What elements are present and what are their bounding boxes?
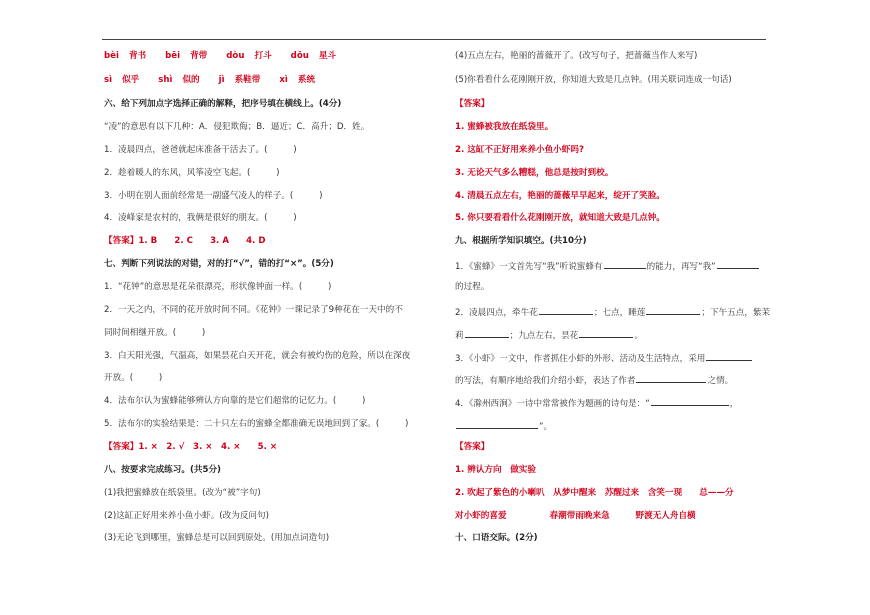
- answer-blank[interactable]: [651, 396, 729, 406]
- word: 星斗: [318, 51, 337, 61]
- section-9-question-4-line-2: [455, 419, 552, 433]
- pinyin: dòu: [226, 51, 245, 61]
- answer-blank[interactable]: [646, 305, 700, 315]
- section-8-answer-5: 5. 你只要看看什么花刚刚开放，就知道大致是几点钟。: [455, 213, 665, 223]
- section-9-answer-label: 【答案】: [455, 442, 490, 452]
- answer-blank[interactable]: [604, 259, 646, 269]
- word: 背书: [128, 51, 147, 61]
- section-9-question-1-line-1: [455, 259, 760, 273]
- section-9-question-3-line-1: [455, 351, 753, 365]
- section-7-question-3-line-1: 3．白天阳光强，气温高，如果昙花白天开花，就会有被灼伤的危险，所以在深夜: [104, 351, 411, 361]
- text: ；下午五点，紫茉: [701, 308, 771, 318]
- section-8-answer-3: 3. 无论天气多么糟糕，他总是按时到校。: [455, 168, 614, 178]
- pinyin: bēi: [165, 51, 181, 61]
- section-9-answer-3: 对小虾的喜爱 春潮带雨晚来急 野渡无人舟自横: [455, 511, 696, 521]
- answer-blank[interactable]: [465, 328, 509, 338]
- text: 3．《小虾》一文中，作者抓住小虾的外形、活动及生活特点，采用: [455, 354, 706, 364]
- answer-blank[interactable]: [717, 259, 759, 269]
- section-8-question-3: (3)无论飞到哪里，蜜蜂总是可以回到原处。(用加点词造句): [104, 533, 330, 543]
- section-8-answer-1: 1. 蜜蜂被我放在纸袋里。: [455, 122, 554, 132]
- pinyin: sì: [104, 75, 113, 85]
- section-9-question-1-line-2: 的过程。: [455, 282, 490, 292]
- section-7-question-5: 5．法布尔的实验结果是：二十只左右的蜜蜂全都准确无误地回到了家。( ): [104, 419, 409, 429]
- section-9-answer-1: 1. 辨认方向 做实验: [455, 465, 536, 475]
- pinyin-row-1: [104, 51, 352, 62]
- section-9-question-3-line-2: [455, 373, 733, 387]
- section-8-title: 八、按要求完成练习。(共5分): [104, 465, 221, 475]
- section-6-question-2: 2．趁着暖人的东风，风筝凌空飞起。( ): [104, 168, 280, 178]
- section-7-question-4: 4．法布尔认为蜜蜂能够辨认方向靠的是它们超常的记忆力。( ): [104, 396, 366, 406]
- text: 莉: [455, 331, 464, 341]
- section-9-question-4-line-1: [455, 396, 738, 410]
- pinyin: jì: [218, 75, 225, 85]
- section-9-question-2-line-2: [455, 328, 643, 342]
- section-6-title: 六、给下列加点字选择正确的解释，把序号填在横线上。(4分): [104, 99, 342, 109]
- section-8-answer-4: 4. 清晨五点左右，艳丽的蔷薇早早起来，绽开了笑脸。: [455, 191, 665, 201]
- section-7-title: 七、判断下列说法的对错，对的打“√”，错的打“×”。(5分): [104, 259, 334, 269]
- word: 系鞋带: [234, 75, 261, 85]
- section-6-question-3: 3．小明在别人面前经常是一副盛气凌人的样子。( ): [104, 191, 323, 201]
- text: 的写法，有顺序地给我们介绍小虾，表达了作者: [455, 376, 636, 386]
- section-9-title: 九、根据所学知识填空。(共10分): [455, 236, 587, 246]
- text: ；九点左右，昙花: [509, 331, 579, 341]
- section-6-answer: 【答案】1. B 2. C 3. A 4. D: [104, 236, 266, 246]
- word: 似的: [182, 75, 200, 85]
- text: 之情。: [707, 376, 734, 386]
- text: 2．凌晨四点，牵牛花: [455, 308, 538, 318]
- answer-blank[interactable]: [636, 373, 706, 383]
- pinyin: bèi: [104, 51, 119, 61]
- word: 打斗: [254, 51, 272, 61]
- section-7-question-2-line-1: 2．一天之内，不同的花开放时间不同。《花钟》一课记录了9种花在一天中的不: [104, 305, 403, 315]
- section-8-question-4: (4)五点左右，艳丽的蔷薇开了。(改写句子，把蔷薇当作人来写): [455, 51, 698, 61]
- pinyin: shì: [158, 75, 173, 85]
- section-9-question-2-line-1: [455, 305, 770, 319]
- text: 4．《滁州西涧》一诗中常常被作为题画的诗句是：“: [455, 399, 650, 409]
- text: 。: [634, 331, 643, 341]
- section-8-question-2: (2)这缸正好用来养小鱼小虾。(改为反问句): [104, 511, 269, 521]
- section-6-question-1: 1．凌晨四点，爸爸就起床准备干活去了。( ): [104, 145, 297, 155]
- section-8-question-5: (5)你看看什么花刚刚开放，你知道大致是几点钟。(用关联词连成一句话): [455, 75, 732, 85]
- section-8-question-1: (1)我把蜜蜂放在纸袋里。(改为“被”字句): [104, 488, 261, 498]
- section-9-answer-2: 2. 吹起了紫色的小喇叭 从梦中醒来 苏醒过来 含笑一现 总——分: [455, 488, 734, 498]
- text: ，: [729, 399, 739, 409]
- section-7-question-1: 1．“花钟”的意思是花朵很漂亮，形状像钟面一样。( ): [104, 282, 332, 292]
- word: 似乎: [122, 75, 140, 85]
- section-6-intro: “凌”的意思有以下几种：A．侵犯欺侮；B．逼近；C．高升；D．姓。: [104, 122, 370, 132]
- pinyin-row-2: [104, 75, 331, 86]
- section-7-question-2-line-2: 同时间相继开放。( ): [104, 328, 206, 338]
- text: 1．《蜜蜂》一文首先写“我”听说蜜蜂有: [455, 262, 603, 272]
- text: 的能力，再写“我”: [646, 262, 716, 272]
- header-rule: [102, 39, 766, 40]
- section-6-question-4: 4．凌峰家是农村的，我俩是很好的朋友。( ): [104, 213, 297, 223]
- section-10-title: 十、口语交际。(2分): [455, 533, 538, 543]
- answer-blank[interactable]: [539, 305, 593, 315]
- answer-blank[interactable]: [706, 351, 752, 361]
- word: 背带: [190, 51, 208, 61]
- section-8-answer-label: 【答案】: [455, 99, 490, 109]
- text: ”。: [539, 422, 553, 432]
- answer-blank[interactable]: [456, 419, 538, 429]
- pinyin: xì: [279, 75, 288, 85]
- text: ；七点，睡莲: [593, 308, 646, 318]
- answer-blank[interactable]: [579, 328, 633, 338]
- section-7-question-3-line-2: 开放。( ): [104, 373, 163, 383]
- word: 系统: [297, 75, 316, 85]
- section-7-answer: 【答案】1. × 2. √ 3. × 4. × 5. ×: [104, 442, 278, 452]
- section-8-answer-2: 2. 这缸不正好用来养小鱼小虾吗?: [455, 145, 584, 155]
- pinyin: dǒu: [290, 51, 309, 61]
